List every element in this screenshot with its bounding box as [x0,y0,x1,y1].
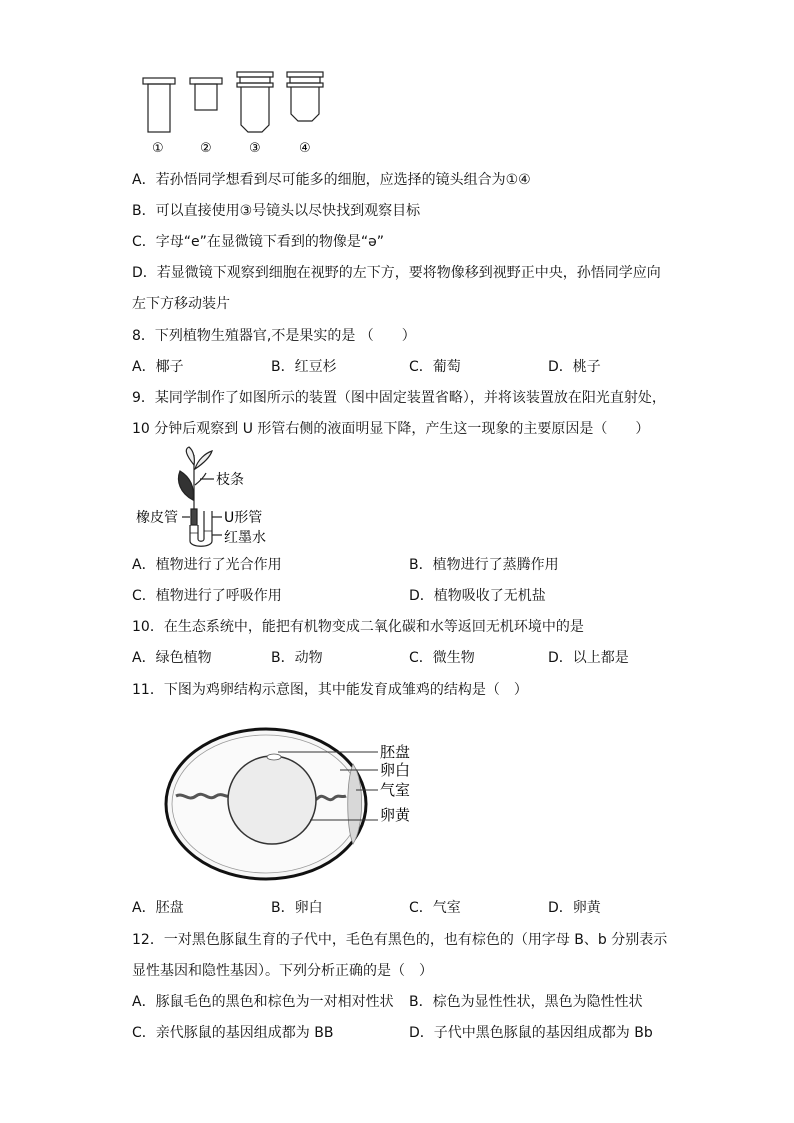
q9-stem-line2: 10 分钟后观察到 U 形管右侧的液面明显下降，产生这一现象的主要原因是（ ） [132,421,650,437]
q7-option-a: A．若孙悟同学想看到尽可能多的细胞，应选择的镜头组合为①④ [132,172,531,188]
q9-option-a: A．植物进行了光合作用 [132,557,282,573]
q11-option-b: B．卵白 [271,900,323,916]
q11-option-a: A．胚盘 [132,900,184,916]
label-albumen: 卵白 [380,761,411,779]
lens-label-3: ③ [249,141,261,156]
q11-stem: 11．下图为鸡卵结构示意图，其中能发育成雏鸡的结构是（ ） [132,682,528,698]
q12-option-c: C．亲代豚鼠的基因组成都为 BB [132,1025,334,1041]
q12-stem-line1: 12．一对黑色豚鼠生育的子代中，毛色有黑色的，也有棕色的（用字母 B、b 分别表示 [132,932,668,948]
q8-stem: 8．下列植物生殖器官,不是果实的是 （ ） [132,328,416,344]
q7-option-c: C．字母“e”在显微镜下看到的物像是“ə” [132,234,385,250]
q7-option-d-line2: 左下方移动装片 [132,296,230,312]
plant-u-tube-figure [132,445,282,550]
q7-option-d-line1: D．若显微镜下观察到细胞在视野的左下方，要将物像移到视野正中央，孙悟同学应向 [132,265,661,281]
q11-option-d: D．卵黄 [548,900,601,916]
label-germinal-disc: 胚盘 [380,743,411,761]
q8-option-c: C．葡萄 [409,359,461,375]
label-u-tube: U形管 [224,510,263,526]
q10-option-d: D．以上都是 [548,650,629,666]
egg-structure-figure [160,722,430,887]
q12-option-a: A．豚鼠毛色的黑色和棕色为一对相对性状 [132,994,394,1010]
q11-option-c: C．气室 [409,900,461,916]
lens-label-2: ② [200,141,212,156]
q9-option-b: B．植物进行了蒸腾作用 [409,557,559,573]
q10-stem: 10．在生态系统中，能把有机物变成二氧化碳和水等返回无机环境中的是 [132,619,584,635]
q8-option-a: A．椰子 [132,359,184,375]
lens-figure [140,70,340,160]
label-air-cell: 气室 [380,781,411,799]
label-branch: 枝条 [216,472,244,488]
q8-option-b: B．红豆杉 [271,359,337,375]
lens-label-4: ④ [299,141,311,156]
q10-option-b: B．动物 [271,650,323,666]
q12-stem-line2: 显性基因和隐性基因）。下列分析正确的是（ ） [132,963,433,979]
q12-option-b: B．棕色为显性性状，黑色为隐性性状 [409,994,643,1010]
label-rubber-tube: 橡皮管 [136,510,178,526]
label-ink: 红墨水 [224,530,266,546]
q9-option-d: D．植物吸收了无机盐 [409,588,546,604]
lens-label-1: ① [152,141,164,156]
q10-option-a: A．绿色植物 [132,650,212,666]
q9-option-c: C．植物进行了呼吸作用 [132,588,282,604]
q12-option-d: D．子代中黑色豚鼠的基因组成都为 Bb [409,1025,653,1041]
label-yolk: 卵黄 [380,806,411,824]
q8-option-d: D．桃子 [548,359,601,375]
q10-option-c: C．微生物 [409,650,475,666]
q7-option-b: B．可以直接使用③号镜头以尽快找到观察目标 [132,203,421,219]
q9-stem-line1: 9．某同学制作了如图所示的装置（图中固定装置省略），并将该装置放在阳光直射处， [132,390,666,406]
